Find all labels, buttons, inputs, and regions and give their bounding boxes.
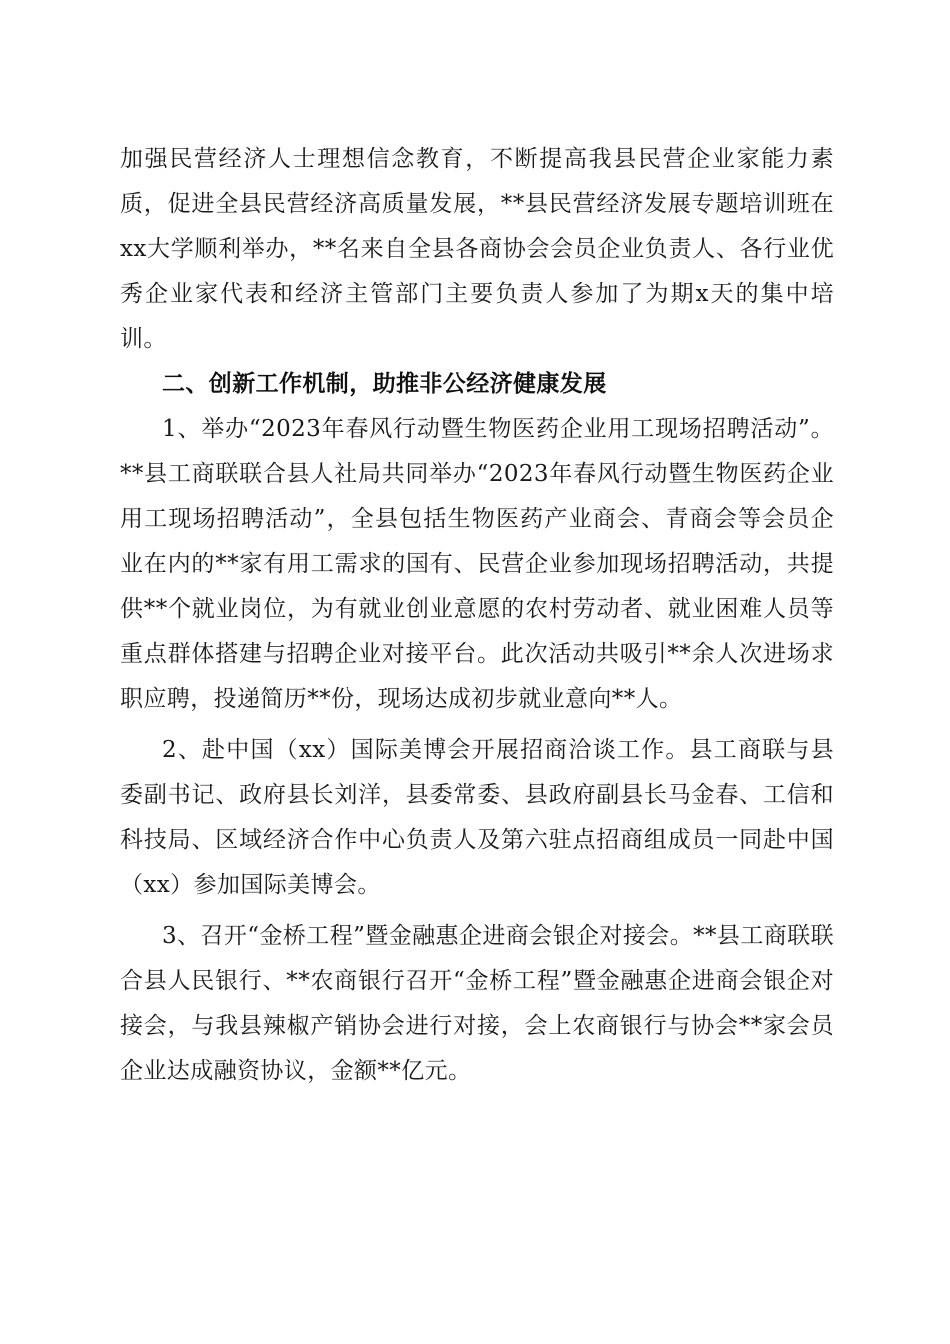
- section-heading: 二、创新工作机制，助推非公经济健康发展: [162, 371, 607, 397]
- item-paragraph-2: 2、赴中国（xx）国际美博会开展招商洽谈工作。县工商联与县委副书记、政府县长刘洋，县委常委、县政府副县长马金春、工信和科技局、区域经济合作中心负责人及第六驻点招商组成员一同赴中国（xx）参加国际美博会。: [120, 737, 834, 898]
- item-paragraph-3: 3、召开“金桥工程”暨金融惠企进商会银企对接会。**县工商联联合县人民银行、**农商银行召开“金桥工程”暨金融惠企进商会银企对接会，与我县辣椒产销协会进行对接，会上农商银行与协会**家会员企业达成融资协议，金额**亿元。: [120, 923, 834, 1084]
- intro-paragraph: 加强民营经济人士理想信念教育，不断提高我县民营企业家能力素质，促进全县民营经济高质量发展，**县民营经济发展专题培训班在xx大学顺利举办，**名来自全县各商协会会员企业负责人、各行业优秀企业家代表和经济主管部门主要负责人参加了为期x天的集中培训。: [120, 146, 834, 352]
- document-body: [120, 137, 834, 1094]
- item-paragraph-1: 1、举办“2023年春风行动暨生物医药企业用工现场招聘活动”。**县工商联联合县人社局共同举办“2023年春风行动暨生物医药企业用工现场招聘活动”，全县包括生物医药产业商会、青商会等会员企业在内的**家有用工需求的国有、民营企业参加现场招聘活动，共提供**个就业岗位，为有就业创业意愿的农村劳动者、就业困难人员等重点群体搭建与招聘企业对接平台。此次活动共吸引**余人次进场求职应聘，投递简历**份，现场达成初步就业意向**人。: [120, 416, 834, 712]
